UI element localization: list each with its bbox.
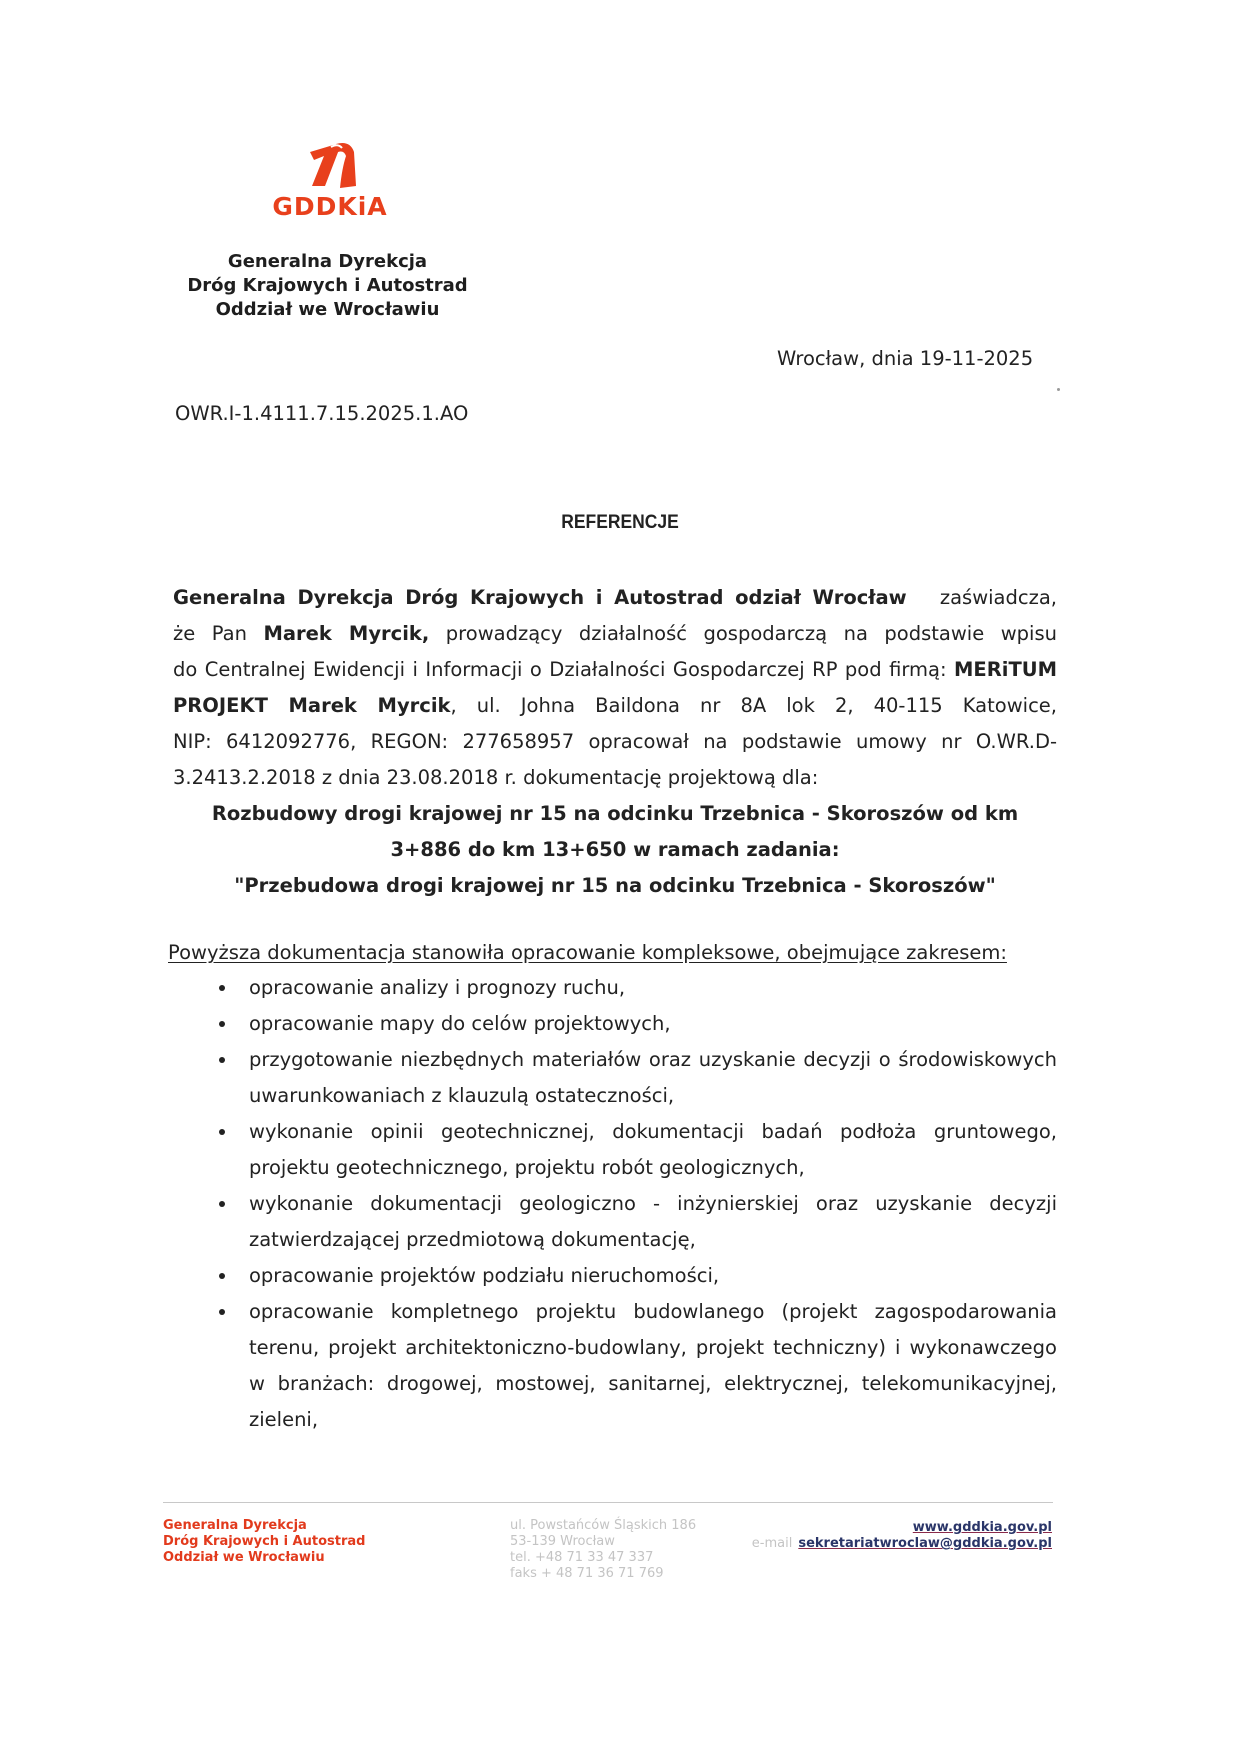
scope-item-text: wykonanie opinii geotechnicznej, dokumentacji badań podłoża gruntowego, bbox=[249, 1120, 1057, 1143]
scope-item-text: projektu geotechnicznego, projektu robót geologicznych, bbox=[249, 1156, 805, 1179]
issuer-name: Generalna Dyrekcja Dróg Krajowych i Autostrad odział Wrocław bbox=[173, 586, 907, 609]
footer-divider bbox=[163, 1502, 1053, 1503]
org-line: Dróg Krajowych i Autostrad bbox=[187, 275, 468, 296]
scope-item-text: uwarunkowaniach z klauzulą ostateczności, bbox=[249, 1084, 675, 1107]
scope-item-text: wykonanie dokumentacji geologiczno - inżynierskiej oraz uzyskanie decyzji bbox=[249, 1192, 1057, 1215]
footer-address bbox=[510, 1518, 696, 1582]
bullet-icon bbox=[219, 1273, 225, 1279]
phone-line: tel. +48 71 33 47 337 bbox=[510, 1550, 654, 1565]
project-line: 3+886 do km 13+650 w ramach zadania: bbox=[390, 838, 840, 861]
text: że Pan bbox=[173, 622, 247, 645]
scope-item bbox=[173, 1258, 1057, 1294]
email-link[interactable]: sekretariatwroclaw@gddkia.gov.pl bbox=[798, 1536, 1052, 1551]
footer-org-line: Oddział we Wrocławiu bbox=[163, 1550, 325, 1565]
logo-wordmark: GDDKiA bbox=[272, 192, 388, 221]
org-line: Oddział we Wrocławiu bbox=[215, 299, 440, 320]
scope-item bbox=[173, 970, 1057, 1006]
company-name-part1: MERiTUM bbox=[954, 658, 1057, 681]
scope-item-text: opracowanie mapy do celów projektowych, bbox=[249, 1012, 671, 1035]
text: prowadzący działalność gospodarczą na podstawie wpisu bbox=[445, 622, 1057, 645]
bullet-icon bbox=[219, 1201, 225, 1207]
scope-item-text: zieleni, bbox=[249, 1408, 319, 1431]
email-label: e-mail bbox=[751, 1536, 793, 1551]
scope-item bbox=[173, 1114, 1057, 1186]
footer-org-line: Generalna Dyrekcja bbox=[163, 1518, 307, 1533]
footer-contact bbox=[740, 1520, 1052, 1552]
scan-artifact-dot bbox=[1057, 388, 1060, 391]
scope-item-text: przygotowanie niezbędnych materiałów oraz uzyskanie decyzji o środowiskowych bbox=[249, 1048, 1057, 1071]
footer-org-line: Dróg Krajowych i Autostrad bbox=[163, 1534, 366, 1549]
bullet-icon bbox=[219, 1021, 225, 1027]
scope-item bbox=[173, 1006, 1057, 1042]
scope-heading: Powyższa dokumentacja stanowiła opracowanie kompleksowe, obejmujące zakresem: bbox=[168, 941, 1007, 964]
gddkia-road-logo-icon bbox=[300, 138, 360, 190]
text: do Centralnej Ewidencji i Informacji o Działalności Gospodarczej RP pod firmą: bbox=[173, 658, 947, 681]
document-title: REFERENCJE bbox=[561, 512, 679, 533]
paragraph-line bbox=[173, 616, 1057, 652]
scope-item bbox=[173, 1186, 1057, 1258]
bullet-icon bbox=[219, 1129, 225, 1135]
scope-item bbox=[173, 1294, 1057, 1438]
paragraph-line bbox=[173, 652, 1057, 688]
scope-item bbox=[173, 1042, 1057, 1114]
address-line: 53-139 Wrocław bbox=[510, 1534, 615, 1549]
paragraph-line bbox=[173, 760, 1057, 796]
fax-line: faks + 48 71 36 71 769 bbox=[510, 1566, 664, 1581]
scope-item-text: opracowanie analizy i prognozy ruchu, bbox=[249, 976, 626, 999]
document-date: Wrocław, dnia 19-11-2025 bbox=[777, 347, 1034, 370]
scope-item-text: zatwierdzającej przedmiotową dokumentację, bbox=[249, 1228, 696, 1251]
scope-item-text: terenu, projekt architektoniczno-budowlany, projekt techniczny) i wykonawczego bbox=[249, 1336, 1057, 1359]
bullet-icon bbox=[219, 985, 225, 991]
address-text: , ul. Johna Baildona nr 8A lok 2, 40-115 Katowice, bbox=[450, 694, 1057, 717]
project-title-block bbox=[173, 796, 1057, 904]
scope-item-text: w branżach: drogowej, mostowej, sanitarnej, elektrycznej, telekomunikacyjnej, bbox=[249, 1372, 1057, 1395]
project-line: "Przebudowa drogi krajowej nr 15 na odcinku Trzebnica - Skoroszów" bbox=[234, 874, 996, 897]
org-line: Generalna Dyrekcja bbox=[227, 251, 428, 272]
address-line: ul. Powstańców Śląskich 186 bbox=[510, 1518, 697, 1533]
footer-organization bbox=[163, 1518, 365, 1566]
organization-header bbox=[165, 250, 490, 322]
scope-item-text: opracowanie projektów podziału nieruchomości, bbox=[249, 1264, 720, 1287]
bullet-icon bbox=[219, 1057, 225, 1063]
company-name-part2: PROJEKT Marek Myrcik bbox=[173, 694, 451, 717]
tax-ids-text: NIP: 6412092776, REGON: 277658957 opracował na podstawie umowy nr O.WR.D- bbox=[173, 730, 1057, 753]
certifies-text: zaświadcza, bbox=[939, 586, 1057, 609]
scope-item-text: opracowanie kompletnego projektu budowlanego (projekt zagospodarowania bbox=[249, 1300, 1057, 1323]
contract-text: 3.2413.2.2018 z dnia 23.08.2018 r. dokumentację projektową dla: bbox=[173, 766, 819, 789]
paragraph-line bbox=[173, 724, 1057, 760]
reference-number: OWR.I-1.4111.7.15.2025.1.AO bbox=[175, 402, 469, 425]
paragraph-line bbox=[173, 688, 1057, 724]
website-link[interactable]: www.gddkia.gov.pl bbox=[912, 1520, 1052, 1535]
bullet-icon bbox=[219, 1309, 225, 1315]
person-name: Marek Myrcik, bbox=[263, 622, 430, 645]
certification-paragraph bbox=[173, 580, 1057, 796]
paragraph-line bbox=[173, 580, 1057, 616]
scope-list bbox=[173, 970, 1057, 1438]
project-line: Rozbudowy drogi krajowej nr 15 na odcinku Trzebnica - Skoroszów od km bbox=[211, 802, 1019, 825]
